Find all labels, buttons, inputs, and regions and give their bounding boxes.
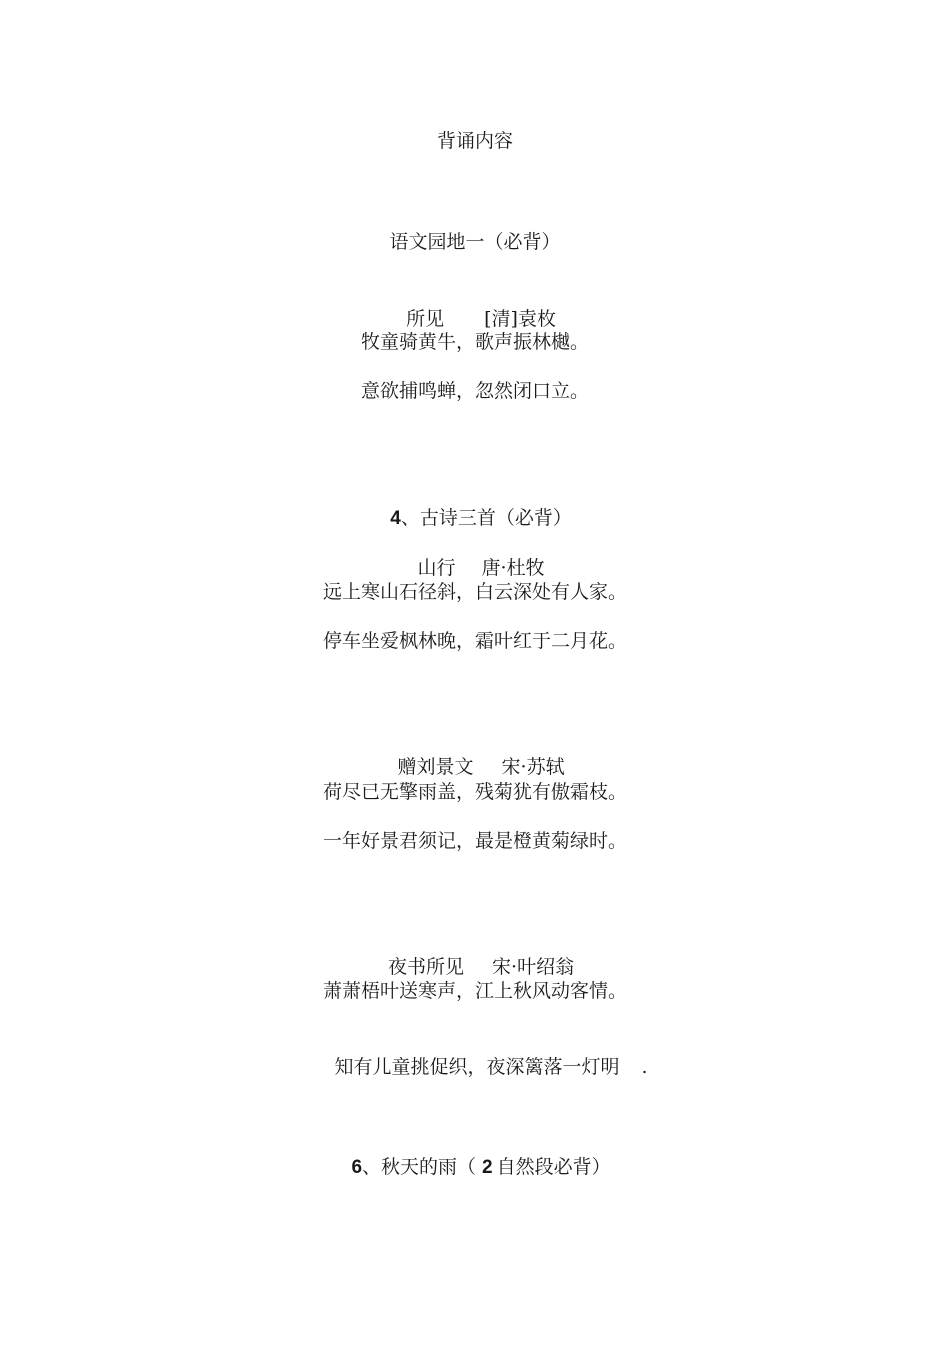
poem-title: 所见: [406, 308, 445, 330]
poem-author: 宋·叶绍翁: [492, 956, 575, 978]
poem-line: 荷尽已无擎雨盖，残菊犹有傲霜枝。: [322, 781, 627, 803]
poem-line-text: 知有儿童挑促织，夜深篱落一灯明: [334, 1056, 620, 1078]
poem-title: 赠刘景文: [397, 756, 474, 778]
page-title: 背诵内容: [436, 130, 513, 152]
section-number: 4: [390, 508, 401, 529]
section-heading-text: 自然段必背）: [496, 1156, 611, 1178]
poem-header-suojian: [0, 280, 950, 332]
section-number: 6: [351, 1157, 363, 1178]
poem-line: 停车坐爱枫林晚，霜叶红于二月花。: [322, 630, 627, 652]
poem-line: [10, 1028, 950, 1080]
poem-header-yeshusuojian: [0, 928, 950, 980]
section-heading-1: 语文园地一（必背）: [389, 231, 561, 253]
poem-title: 夜书所见: [388, 956, 465, 978]
poem-header-zengliujingwen: [0, 728, 950, 780]
section-heading-text: 、秋天的雨（: [362, 1156, 477, 1178]
paragraph-number: 2: [482, 1157, 493, 1178]
poem-line: 牧童骑黄牛，歌声振林樾。: [360, 331, 589, 353]
poem-title: 山行: [417, 557, 456, 579]
poem-line: 意欲捕鸣蝉，忽然闭口立。: [360, 380, 589, 402]
section-heading-2: [0, 479, 950, 532]
poem-header-shanxing: [0, 529, 950, 581]
poem-line-period: .: [641, 1056, 648, 1078]
section-heading-text: 、古诗三首（必背）: [400, 507, 572, 529]
poem-line: 萧萧梧叶送寒声，江上秋风动客情。: [322, 980, 627, 1002]
poem-author: [清]袁枚: [484, 308, 556, 330]
poem-author: 宋·苏轼: [501, 756, 565, 778]
poem-line: 远上寒山石径斜，白云深处有人家。: [322, 581, 627, 603]
section-heading-3: [0, 1128, 950, 1181]
poem-author: 唐·杜牧: [481, 557, 545, 579]
poem-line: 一年好景君须记，最是橙黄菊绿时。: [322, 830, 627, 852]
